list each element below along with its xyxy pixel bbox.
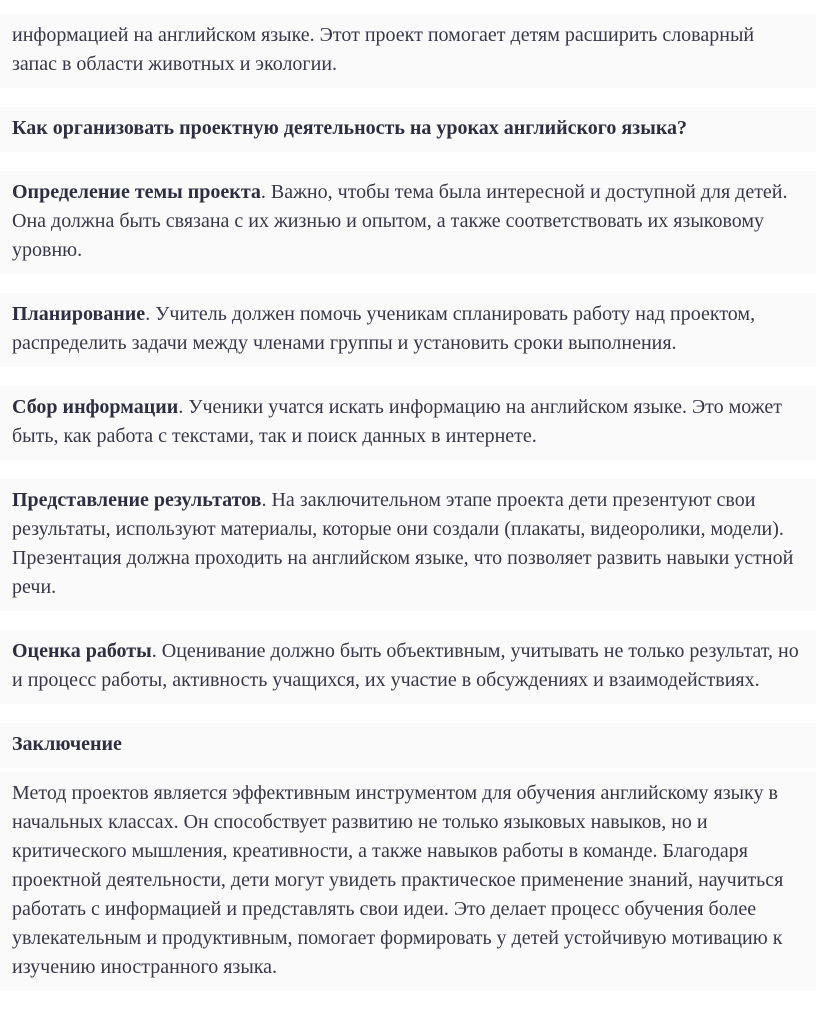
paragraph-text: . Оценивание должно быть объективным, учитывать не только результат, но и процесс работы, активность учащихся, их участие в обсуждениях и взаимодействиях. <box>12 640 799 691</box>
paragraph-lead: Представление результатов <box>12 489 262 511</box>
paragraph-topic-definition <box>0 171 816 274</box>
paragraph-evaluation <box>0 630 816 704</box>
paragraph-lead: Планирование <box>12 303 146 325</box>
paragraph-information-gathering <box>0 386 816 460</box>
document-page <box>0 14 816 991</box>
paragraph-text: информацией на английском языке. Этот проект помогает детям расширить словарный запас в области животных и экологии. <box>12 24 755 75</box>
heading-text: Как организовать проектную деятельность на уроках английского языка? <box>12 117 688 139</box>
paragraph-intro-continuation <box>0 14 816 88</box>
heading-text: Заключение <box>12 733 122 755</box>
paragraph-conclusion <box>0 772 816 991</box>
paragraph-lead: Сбор информации <box>12 396 179 418</box>
paragraph-text: . Ученики учатся искать информацию на английском языке. Это может быть, как работа с текстами, так и поиск данных в интернете. <box>12 396 782 447</box>
paragraph-text: . На заключительном этапе проекта дети презентуют свои результаты, используют материалы, которые они создали (плакаты, видеоролики, модели). Презентация должна проходить на английском языке, что позволяет развить навыки устной речи. <box>12 489 794 598</box>
paragraph-text: . Важно, чтобы тема была интересной и доступной для детей. Она должна быть связана с их жизнью и опытом, а также соответствовать их языковому уровню. <box>12 181 788 261</box>
section-heading-organization <box>0 107 816 152</box>
paragraph-text: Метод проектов является эффективным инструментом для обучения английскому языку в начальных классах. Он способствует развитию не только языковых навыков, но и критического мышления, креативности, а также навыков работы в команде. Благодаря проектной деятельности, дети могут увидеть практическое применение знаний, научиться работать с информацией и представлять свои идеи. Это делает процесс обучения более увлекательным и продуктивным, помогает формировать у детей устойчивую мотивацию к изучению иностранного языка. <box>12 782 784 978</box>
paragraph-planning <box>0 293 816 367</box>
paragraph-lead: Определение темы проекта <box>12 181 261 203</box>
paragraph-results-presentation <box>0 479 816 611</box>
paragraph-text: . Учитель должен помочь ученикам спланировать работу над проектом, распределить задачи между членами группы и установить сроки выполнения. <box>12 303 756 354</box>
section-heading-conclusion <box>0 723 816 768</box>
paragraph-lead: Оценка работы <box>12 640 152 662</box>
